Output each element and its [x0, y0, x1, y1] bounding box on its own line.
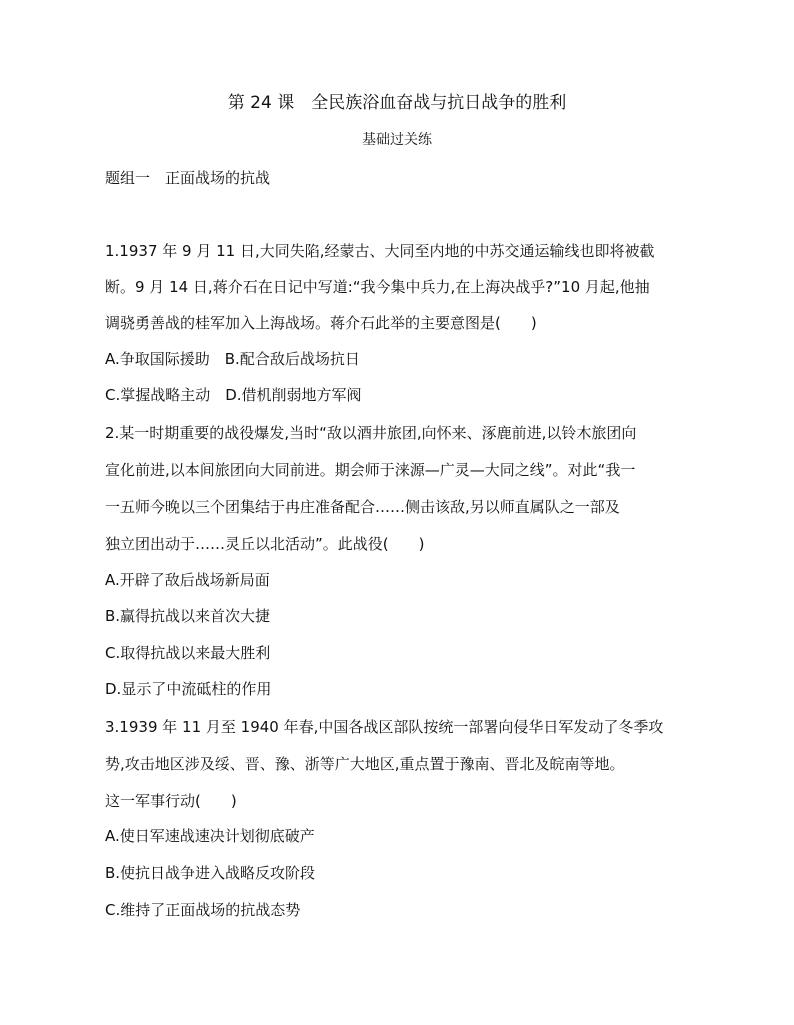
question-3-stem-line: 这一军事行动( ) [105, 792, 237, 810]
question-2-stem-line: 独立团出动于……灵丘以北活动”。此战役( ) [105, 535, 425, 553]
question-3-option-line: C.维持了正面战场的抗战态势 [105, 901, 301, 919]
question-2-option-line: A.开辟了敌后战场新局面 [105, 571, 270, 589]
question-2-option-line: B.赢得抗战以来首次大捷 [105, 607, 271, 625]
question-1-option-line: C.掌握战略主动 D.借机削弱地方军阀 [105, 386, 362, 404]
section-subtitle: 基础过关练 [362, 132, 432, 148]
question-3-option-line: B.使抗日战争进入战略反攻阶段 [105, 864, 316, 882]
question-1-option-line: A.争取国际援助 B.配合敌后战场抗日 [105, 350, 360, 368]
question-1-stem-line: 1.1937 年 9 月 11 日,大同失陷,经蒙古、大同至内地的中苏交通运输线也即将被截 [105, 242, 655, 260]
question-2-stem-line: 2.某一时期重要的战役爆发,当时“敌以酒井旅团,向怀来、涿鹿前进,以铃木旅团向 [105, 424, 637, 442]
question-group-heading: 题组一 正面战场的抗战 [105, 169, 271, 187]
question-3-stem-line: 3.1939 年 11 月至 1940 年春,中国各战区部队按统一部署向侵华日军发动了冬季攻 [105, 718, 664, 736]
question-3-option-line: A.使日军速战速决计划彻底破产 [105, 827, 315, 845]
question-3-stem-line: 势,攻击地区涉及绥、晋、豫、浙等广大地区,重点置于豫南、晋北及皖南等地。 [105, 755, 625, 773]
question-1-stem-line: 调骁勇善战的桂军加入上海战场。蒋介石此举的主要意图是( ) [105, 314, 537, 332]
question-2-option-line: D.显示了中流砥柱的作用 [105, 680, 272, 698]
question-2-stem-line: 宣化前进,以本间旅团向大同前进。期会师于涞源—广灵—大同之线”。对此“我一 [105, 461, 636, 479]
question-2-stem-line: 一五师今晚以三个团集结于冉庄准备配合……侧击该敌,另以师直属队之一部及 [105, 498, 620, 516]
question-1-stem-line: 断。9 月 14 日,蒋介石在日记中写道:“我今集中兵力,在上海决战乎?”10 月起,他抽 [105, 278, 650, 296]
lesson-title: 第 24 课 全民族浴血奋战与抗日战争的胜利 [227, 93, 567, 113]
question-2-option-line: C.取得抗战以来最大胜利 [105, 644, 271, 662]
